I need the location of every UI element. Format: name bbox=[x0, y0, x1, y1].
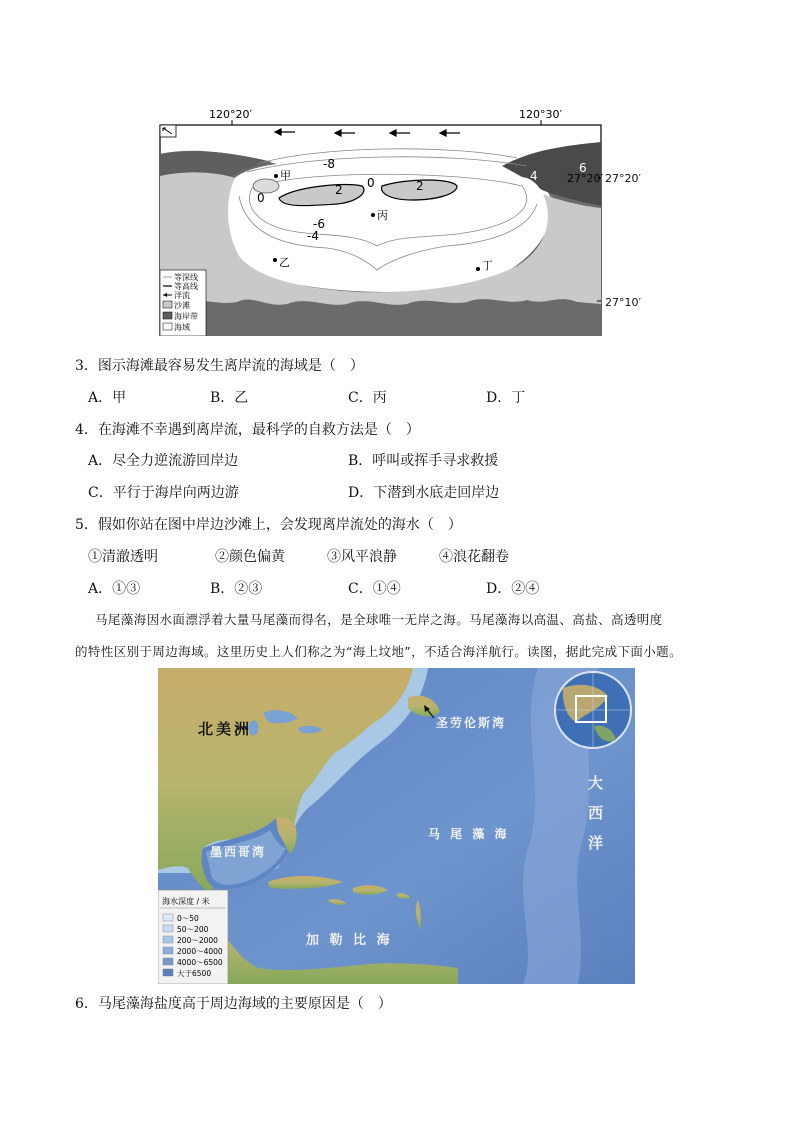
label-atlantic-3: 洋 bbox=[588, 834, 604, 852]
q3-option-c[interactable]: C．丙 bbox=[348, 390, 387, 406]
legend-sea: 海域 bbox=[174, 323, 190, 332]
lat-label-top: 27°20′ bbox=[567, 172, 603, 185]
label-atlantic-1: 大 bbox=[588, 774, 604, 792]
legend-current: 洋流 bbox=[174, 291, 190, 300]
contour-label: 6 bbox=[579, 161, 587, 175]
legend-coast: 海岸带 bbox=[174, 312, 198, 321]
q5-item-1: ①清澈透明 bbox=[88, 549, 158, 565]
rip-current-map bbox=[157, 106, 603, 336]
passage-line-2: 的特性区别于周边海域。这里历史上人们称之为“海上坟地”，不适合海洋航行。读图，据此完成下面小题。 bbox=[75, 644, 682, 659]
label-north-america: 北美洲 bbox=[198, 720, 253, 738]
contour-label: 2 bbox=[416, 179, 424, 193]
label-atlantic-2: 西 bbox=[588, 804, 604, 822]
q5-item-3: ③风平浪静 bbox=[327, 549, 397, 565]
place-ding: 丁 bbox=[482, 259, 493, 272]
passage-line-1: 马尾藻海因水面漂浮着大量马尾藻而得名，是全球唯一无岸之海。马尾藻海以高温、高盐、高透明度 bbox=[95, 612, 663, 627]
lon-label-right: 120°30′ bbox=[519, 108, 562, 121]
depth-legend-swatch bbox=[163, 936, 173, 943]
q5-option-d[interactable]: D．②④ bbox=[486, 581, 540, 597]
place-jia: 甲 bbox=[280, 169, 291, 182]
q5-option-b[interactable]: B．②③ bbox=[210, 581, 263, 597]
q4-option-d[interactable]: D．下潜到水底走回岸边 bbox=[348, 485, 500, 501]
label-sargasso-sea: 马 尾 藻 海 bbox=[428, 827, 510, 841]
q4-option-c[interactable]: C．平行于海岸向两边游 bbox=[88, 485, 239, 501]
place-bing: 丙 bbox=[377, 209, 388, 222]
depth-legend-title: 海水深度 / 米 bbox=[162, 897, 210, 906]
depth-legend-swatch bbox=[163, 925, 173, 932]
contour-label: 4 bbox=[530, 169, 538, 183]
q4-option-a[interactable]: A．尽全力逆流游回岸边 bbox=[88, 453, 239, 469]
depth-legend-label: 4000～6500 bbox=[177, 958, 223, 967]
sargasso-sea-map bbox=[158, 668, 635, 984]
q5-option-c[interactable]: C．①④ bbox=[348, 581, 401, 597]
lon-label-left: 120°20′ bbox=[209, 108, 252, 121]
contour-label: -4 bbox=[307, 229, 319, 243]
q5-item-4: ④浪花翻卷 bbox=[439, 549, 509, 565]
label-caribbean: 加 勒 比 海 bbox=[306, 933, 393, 948]
depth-legend bbox=[158, 890, 228, 984]
question-5-stem: 5．假如你站在图中岸边沙滩上，会发现离岸流处的海水（ ） bbox=[75, 517, 462, 533]
depth-legend-swatch bbox=[163, 947, 173, 954]
depth-legend-swatch bbox=[163, 914, 173, 921]
lat-label-bottom: 27°10′ bbox=[605, 296, 641, 309]
q3-option-b[interactable]: B．乙 bbox=[210, 390, 249, 406]
label-st-lawrence: 圣劳伦斯湾 bbox=[436, 716, 507, 730]
depth-legend-label: 大于6500 bbox=[177, 969, 212, 978]
depth-legend-label: 50～200 bbox=[177, 925, 209, 934]
contour-label: -6 bbox=[313, 217, 325, 231]
depth-legend-label: 2000～4000 bbox=[177, 947, 223, 956]
q4-option-b[interactable]: B．呼叫或挥手寻求救援 bbox=[348, 453, 499, 469]
contour-label: 2 bbox=[335, 183, 343, 197]
contour-label: 0 bbox=[257, 191, 265, 205]
place-yi: 乙 bbox=[279, 256, 290, 269]
globe-inset bbox=[555, 672, 631, 748]
depth-legend-label: 0～50 bbox=[177, 914, 199, 923]
q5-option-a[interactable]: A．①③ bbox=[88, 581, 141, 597]
question-6-stem: 6．马尾藻海盐度高于周边海域的主要原因是（ ） bbox=[75, 996, 392, 1012]
q3-option-d[interactable]: D．丁 bbox=[486, 390, 526, 406]
question-3-stem: 3．图示海滩最容易发生离岸流的海域是（ ） bbox=[75, 358, 364, 374]
q3-option-a[interactable]: A．甲 bbox=[88, 390, 127, 406]
map-legend bbox=[160, 270, 206, 336]
question-4-stem: 4．在海滩不幸遇到离岸流，最科学的自救方法是（ ） bbox=[75, 422, 420, 438]
label-gulf-of-mexico: 墨西哥湾 bbox=[210, 845, 267, 859]
legend-contour: 等高线 bbox=[174, 282, 198, 291]
contour-label: 0 bbox=[367, 176, 375, 190]
legend-sand: 沙滩 bbox=[174, 301, 190, 310]
depth-legend-swatch bbox=[163, 958, 173, 965]
depth-legend-swatch bbox=[163, 969, 173, 976]
depth-legend-label: 200～2000 bbox=[177, 936, 218, 945]
q5-item-2: ②颜色偏黄 bbox=[215, 549, 285, 565]
legend-isobath: 等深线 bbox=[174, 273, 198, 282]
lat-label-top-outside: 27°20′ bbox=[605, 172, 641, 185]
contour-label: -8 bbox=[323, 157, 335, 171]
